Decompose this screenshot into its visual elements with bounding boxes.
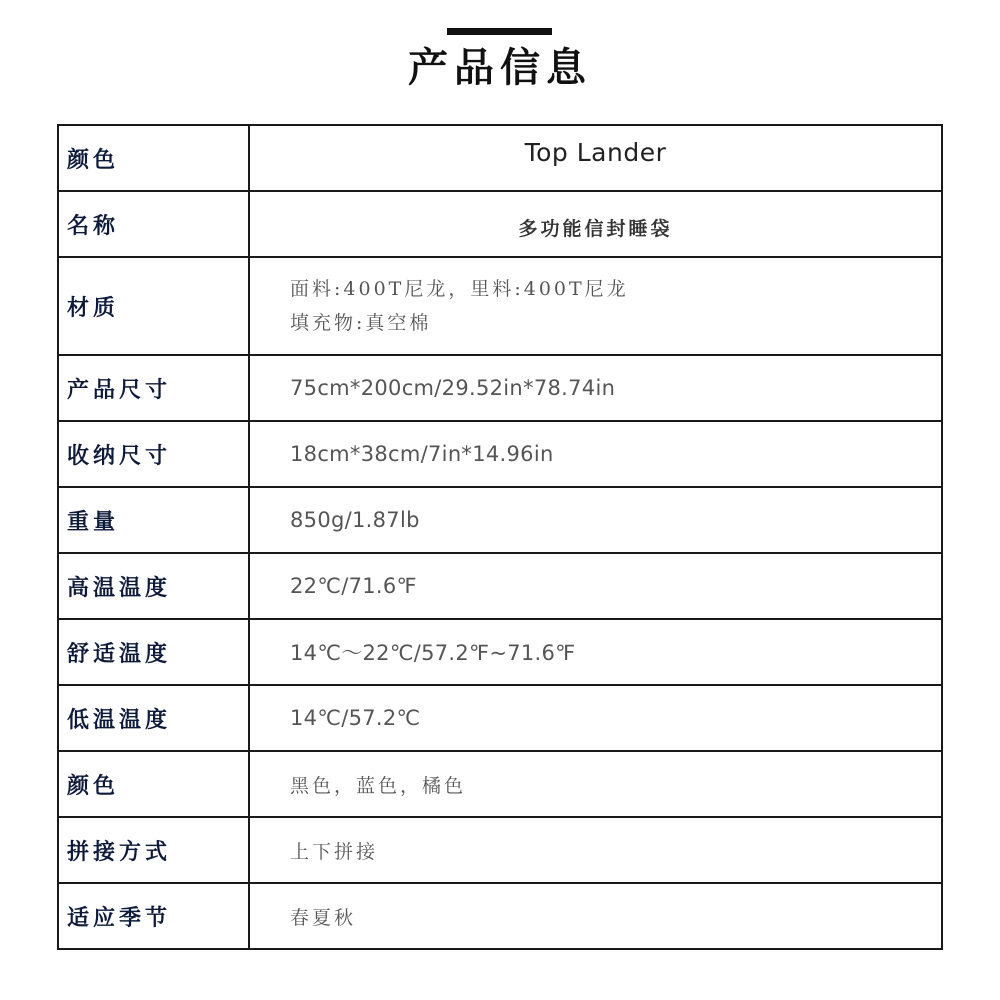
- table-row-name: [58, 191, 942, 257]
- row-value: 18cm*38cm/7in*14.96in: [249, 421, 942, 487]
- row-value: 14℃/57.2℃: [249, 685, 942, 751]
- table-row-brand: [58, 125, 942, 191]
- row-value: 春夏秋: [249, 883, 942, 949]
- material-line-1: 面料:400T尼龙，里料:400T尼龙: [290, 278, 629, 300]
- table-row-weight: [58, 487, 942, 553]
- row-value: [249, 257, 942, 355]
- row-value: 850g/1.87lb: [249, 487, 942, 553]
- row-value: 22℃/71.6℉: [249, 553, 942, 619]
- row-value: 14℃～22℃/57.2℉~71.6℉: [249, 619, 942, 685]
- row-label: 重量: [58, 487, 249, 553]
- row-label: 低温温度: [58, 685, 249, 751]
- row-label: 适应季节: [58, 883, 249, 949]
- row-label: 产品尺寸: [58, 355, 249, 421]
- table-row-splicing: [58, 817, 942, 883]
- row-label: 颜色: [58, 125, 249, 191]
- row-label: 名称: [58, 191, 249, 257]
- table-row-pack-size: [58, 421, 942, 487]
- row-value: Top Lander: [249, 125, 942, 191]
- table-row-colors: [58, 751, 942, 817]
- row-label: 收纳尺寸: [58, 421, 249, 487]
- table-row-comfort-temp: [58, 619, 942, 685]
- table-row-product-size: [58, 355, 942, 421]
- product-info-table: [57, 124, 943, 950]
- row-label: 舒适温度: [58, 619, 249, 685]
- row-value: 75cm*200cm/29.52in*78.74in: [249, 355, 942, 421]
- table-row-season: [58, 883, 942, 949]
- row-label: 高温温度: [58, 553, 249, 619]
- row-label: 拼接方式: [58, 817, 249, 883]
- table-row-material: [58, 257, 942, 355]
- row-label: 材质: [58, 257, 249, 355]
- row-label: 颜色: [58, 751, 249, 817]
- row-value: 黑色，蓝色，橘色: [249, 751, 942, 817]
- page-title: 产品信息: [408, 44, 592, 91]
- material-line-2: 填充物:真空棉: [290, 312, 432, 334]
- title-decoration-bar: [447, 28, 552, 35]
- row-value: 多功能信封睡袋: [249, 191, 942, 257]
- table-row-low-temp: [58, 685, 942, 751]
- row-value: 上下拼接: [249, 817, 942, 883]
- table-row-high-temp: [58, 553, 942, 619]
